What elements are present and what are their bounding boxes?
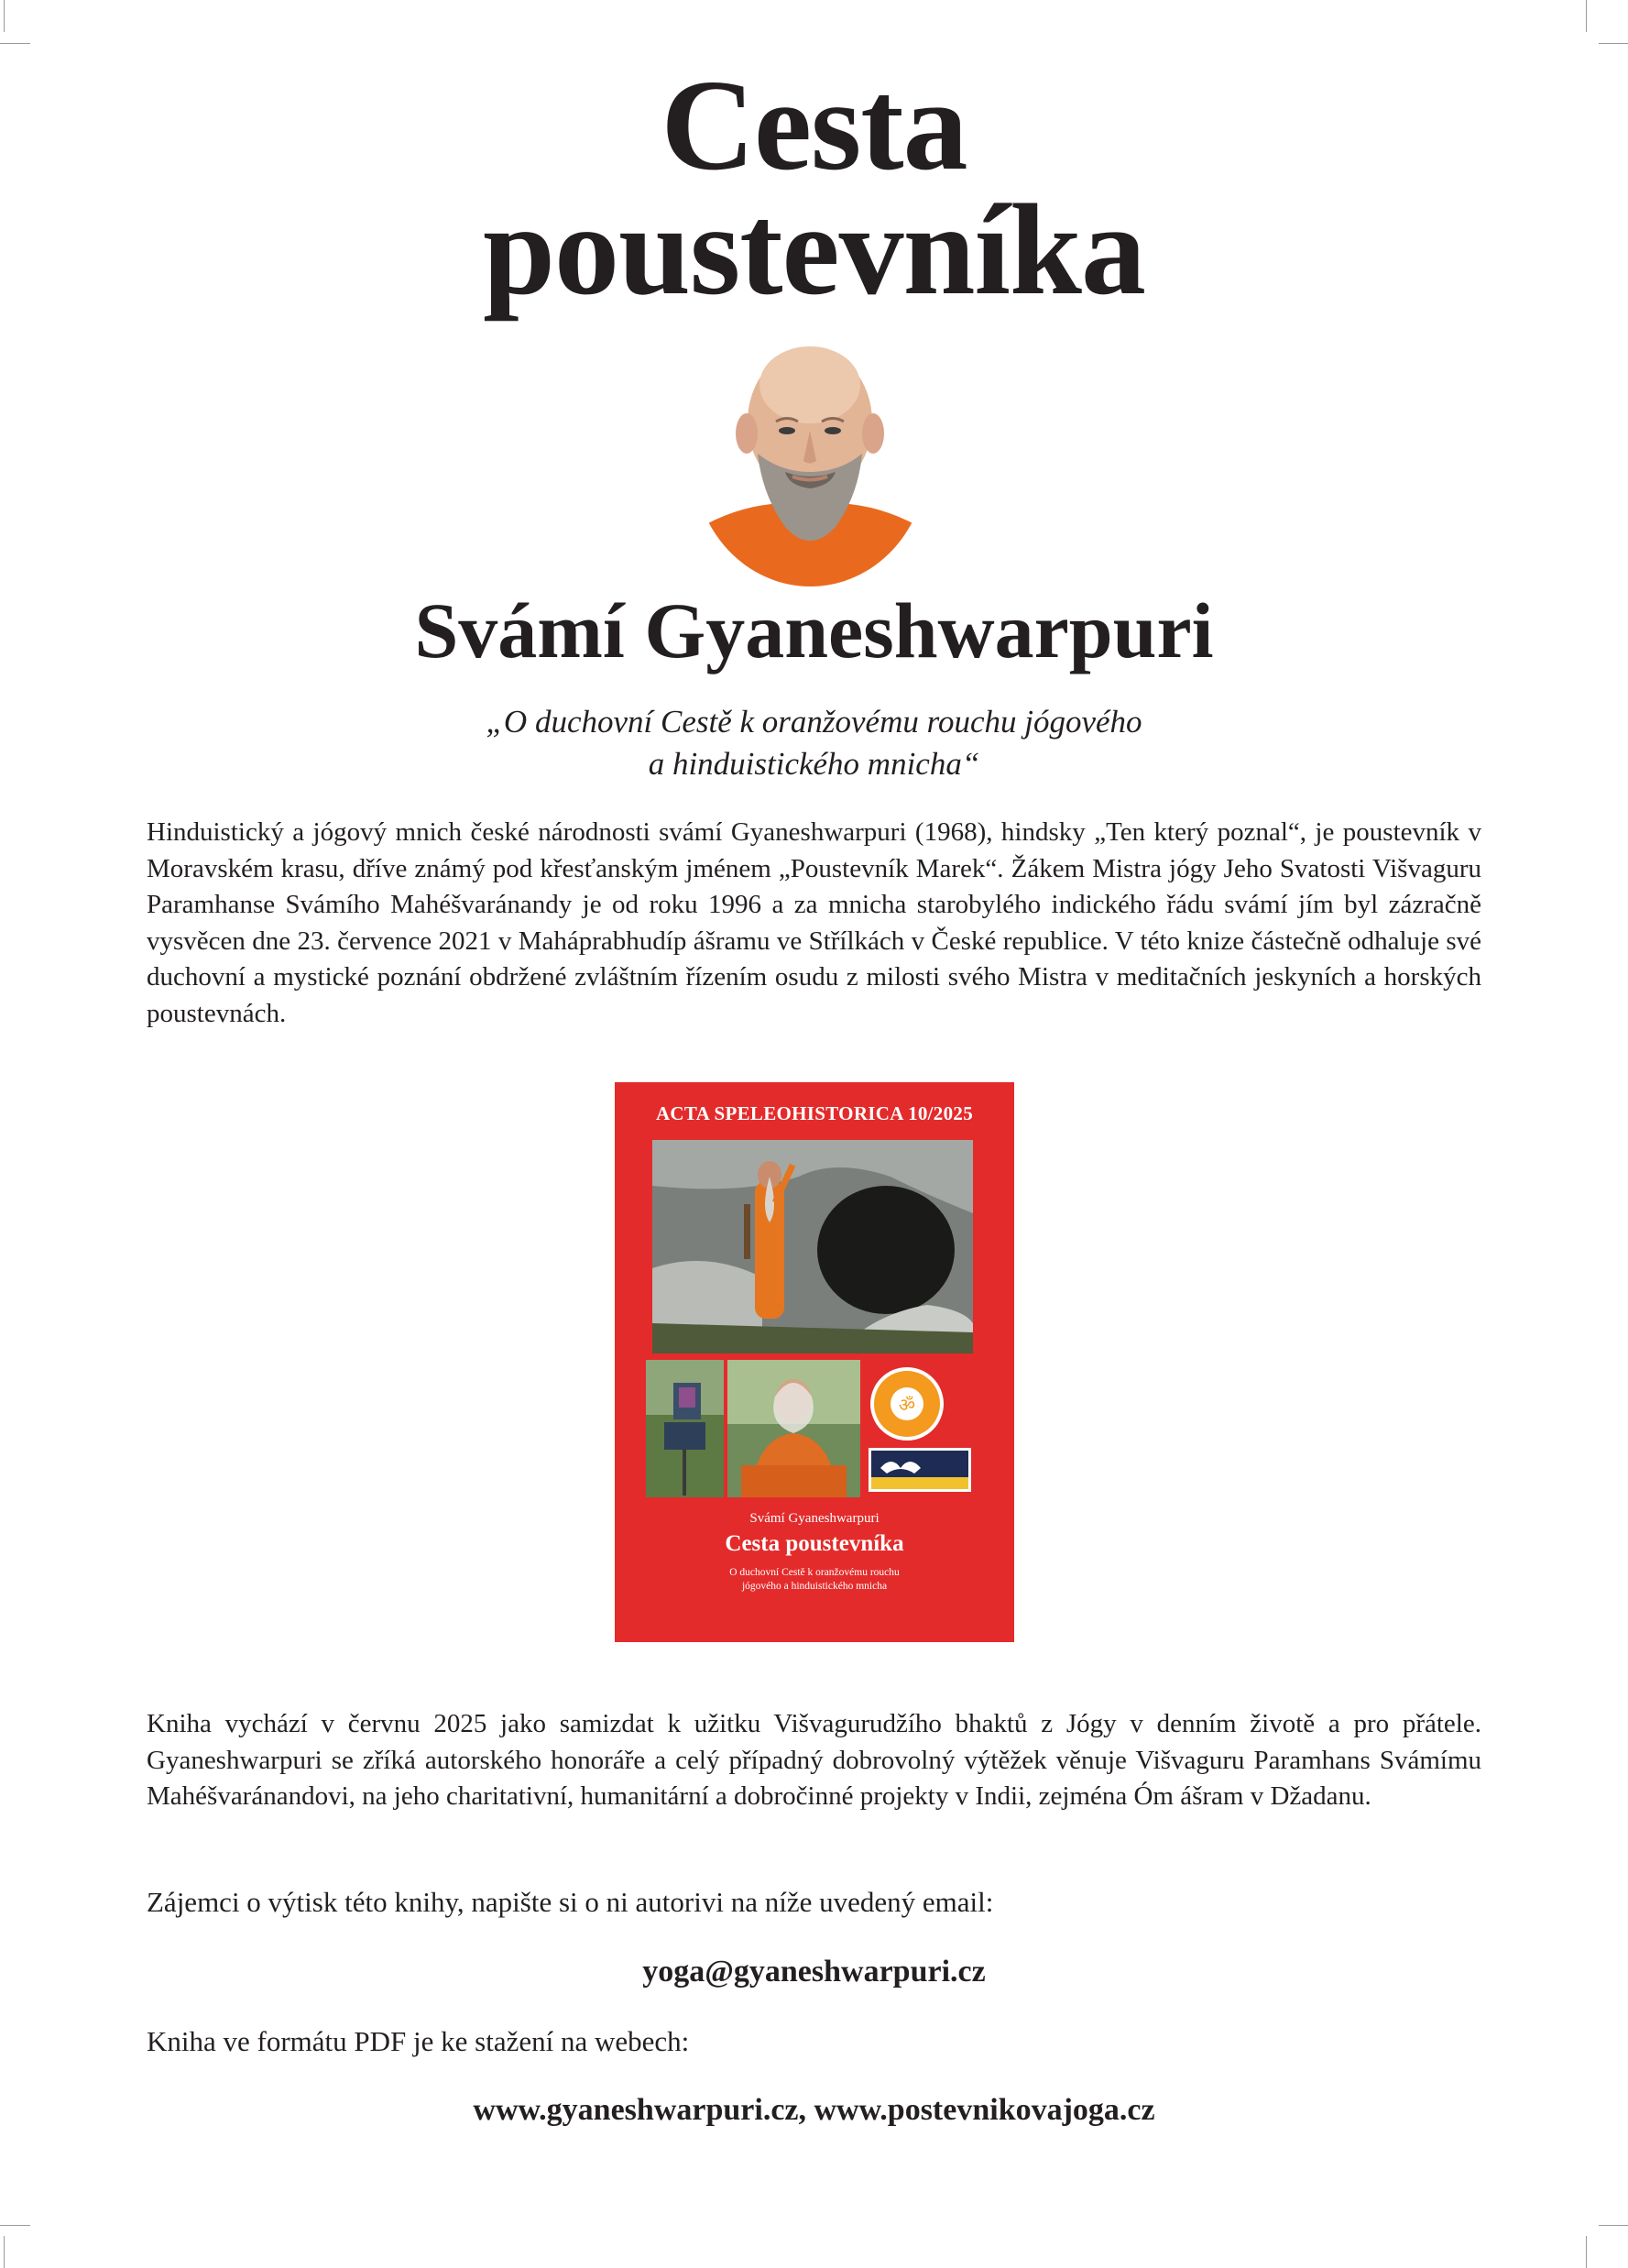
contact-email[interactable]: yoga@gyaneshwarpuri.cz xyxy=(642,1955,986,1989)
title-line-2: poustevníka xyxy=(483,177,1145,322)
crop-mark xyxy=(1586,0,1587,32)
cover-title: Cesta poustevníka xyxy=(725,1531,904,1556)
intro-paragraph: Hinduistický a jógový mnich české národnosti svámí Gyaneshwarpuri (1968), hindsky „Ten který poznal“, je poustevník v Moravském krasu, dříve známý pod křesťanským jménem „Poustevník Marek“. Žákem Mistra jógy Jeho Svatosti Višvaguru Paramhanse Svámího Mahéšvaránandy je od roku 1996 a za mnicha starobylého indického řádu svámí jím byl zázračně vysvěcen dne 23. července 2021 v Maháprabhudíp ášramu ve Střílkách v České republice. V této knize částečně odhaluje své duchovní a mystické poznání obdržené zvláštním řízením osudu z milosti svého Mistra v meditačních jeskyních a horských poustevnách. xyxy=(147,817,1481,1028)
crop-mark xyxy=(4,0,5,32)
order-prompt: Zájemci o výtisk této knihy, napište si o ni autorivi na níže uvedený email: xyxy=(147,1886,994,1918)
portrait-image xyxy=(694,334,927,586)
cover-series: ACTA SPELEOHISTORICA 10/2025 xyxy=(655,1102,974,1124)
title-line-1: Cesta xyxy=(661,52,967,197)
page-title xyxy=(0,52,1628,322)
author-name: Svámí Gyaneshwarpuri xyxy=(414,586,1214,674)
cover-author: Svámí Gyaneshwarpuri xyxy=(749,1511,880,1526)
crop-mark xyxy=(0,2225,30,2226)
crop-mark xyxy=(4,2236,5,2268)
crop-mark xyxy=(0,43,30,44)
author-portrait xyxy=(694,334,927,586)
book-cover xyxy=(615,1082,1014,1642)
book-subtitle xyxy=(0,701,1628,785)
subtitle-line-1: „O duchovní Cestě k oranžovému rouchu jógového xyxy=(486,704,1142,740)
crop-mark xyxy=(1586,2236,1587,2268)
crop-mark xyxy=(1599,2225,1628,2226)
badges-image xyxy=(864,1360,983,1497)
sign-photo-image xyxy=(646,1360,724,1497)
cave-photo-image xyxy=(652,1140,973,1353)
svg-text:ॐ: ॐ xyxy=(898,1394,916,1416)
cover-cave-photo xyxy=(652,1140,973,1353)
pdf-prompt: Kniha ve formátu PDF je ke stažení na webech: xyxy=(147,2025,690,2057)
cover-guru-photo xyxy=(727,1360,860,1497)
release-paragraph: Kniha vychází v červnu 2025 jako samizdat k užitku Višvagurudžího bhaktů z Jógy v denním životě a pro přátele. Gyaneshwarpuri se zříká autorského honoráře a celý případný dobrovolný výtěžek věnuje Višvaguru Paramhans Svámímu Mahéšvaránandovi, na jeho charitativní, humanitární a dobročinné projekty v Indii, zejména Óm ášram v Džadanu. xyxy=(147,1709,1481,1811)
cover-sign-photo xyxy=(646,1360,724,1497)
cover-subtitle xyxy=(615,1566,1014,1594)
subtitle-line-2: a hinduistického mnicha“ xyxy=(648,746,980,782)
crop-mark xyxy=(1599,43,1628,44)
cover-subtitle-line-1: O duchovní Cestě k oranžovému rouchu xyxy=(729,1567,900,1578)
guru-photo-image xyxy=(727,1360,860,1497)
cover-subtitle-line-2: jógového a hinduistického mnicha xyxy=(741,1581,888,1592)
website-links[interactable]: www.gyaneshwarpuri.cz, www.postevnikovajoga.cz xyxy=(473,2093,1155,2127)
cover-badges xyxy=(864,1360,983,1497)
